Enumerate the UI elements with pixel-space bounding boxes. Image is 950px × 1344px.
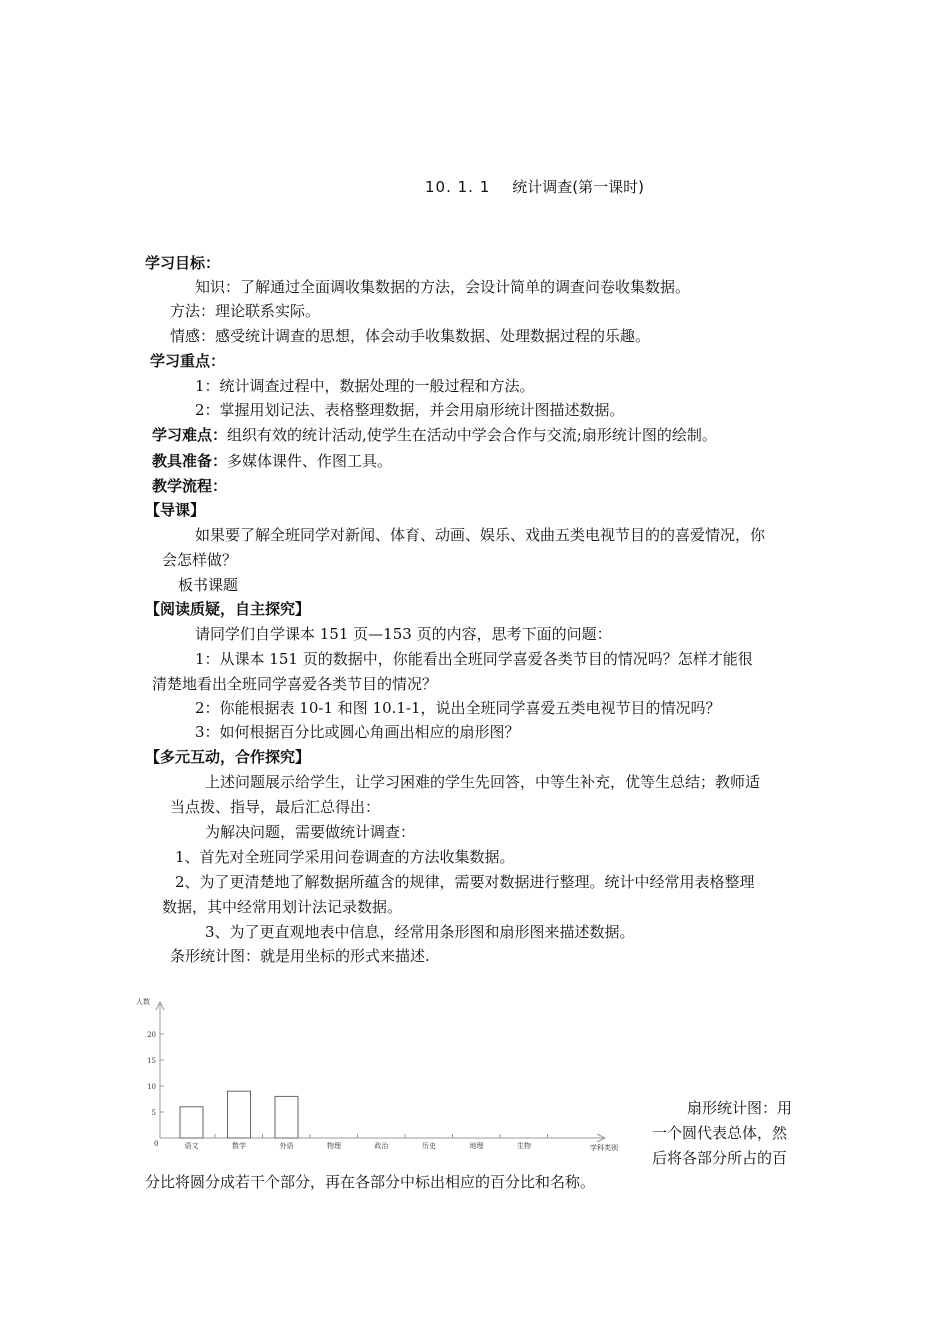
interact-heading: 【多元互动，合作探究】 bbox=[145, 748, 311, 766]
y-tick-label: 20 bbox=[147, 1031, 156, 1039]
interact-text-1a: 上述问题展示给学生，让学习困难的学生先回答，中等生补充，优等生总结；教师适 bbox=[205, 773, 761, 791]
y-tick-label: 15 bbox=[147, 1057, 156, 1065]
bar bbox=[275, 1096, 298, 1138]
focus-item-2: 2：掌握用划记法、表格整理数据，并会用扇形统计图描述数据。 bbox=[195, 401, 625, 419]
y-tick-label: 10 bbox=[147, 1083, 156, 1091]
title-number: 10. 1. 1 bbox=[425, 178, 491, 196]
intro-text-2: 会怎样做？ bbox=[162, 551, 238, 569]
bar-chart bbox=[130, 990, 620, 1160]
interact-text-1b: 当点拨、指导，最后汇总得出： bbox=[170, 798, 381, 816]
step-2a: 2、为了更清楚地了解数据所蕴含的规律，需要对数据进行整理。统计中经常用表格整理 bbox=[175, 873, 755, 891]
x-tick-label: 外语 bbox=[279, 1142, 294, 1150]
read-heading: 【阅读质疑，自主探究】 bbox=[145, 600, 311, 618]
x-tick-label: 政治 bbox=[374, 1142, 389, 1150]
step-3: 3、为了更直观地表中信息，经常用条形图和扇形图来描述数据。 bbox=[205, 923, 635, 941]
board-title: 板书课题 bbox=[178, 576, 239, 594]
tools-line bbox=[152, 450, 392, 472]
bar-chart-description: 条形统计图：就是用坐标的形式来描述. bbox=[170, 947, 430, 965]
step-1: 1、首先对全班同学采用问卷调查的方法收集数据。 bbox=[175, 848, 515, 866]
x-tick-label: 语文 bbox=[184, 1142, 199, 1150]
difficulty-line bbox=[152, 424, 717, 446]
read-text: 请同学们自学课本 151 页—153 页的内容，思考下面的问题： bbox=[195, 625, 612, 643]
goal-knowledge: 知识：了解通过全面调收集数据的方法，会设计简单的调查问卷收集数据。 bbox=[195, 278, 691, 296]
intro-text-1: 如果要了解全班同学对新闻、体育、动画、娱乐、戏曲五类电视节目的的喜爱情况，你 bbox=[195, 526, 766, 544]
x-tick-label: 生物 bbox=[517, 1142, 531, 1150]
origin-label: 0 bbox=[154, 1140, 159, 1148]
x-tick-label: 历史 bbox=[422, 1142, 436, 1150]
focus-heading: 学习重点： bbox=[150, 352, 226, 370]
y-axis-label: 人数 bbox=[136, 998, 150, 1006]
tools-heading: 教具准备： bbox=[152, 452, 228, 470]
question-1b: 清楚地看出全班同学喜爱各类节目的情况？ bbox=[152, 675, 438, 693]
x-axis-label: 学科类别 bbox=[590, 1144, 618, 1152]
pie-description-1: 扇形统计图：用 bbox=[687, 1099, 793, 1117]
x-tick-label: 物理 bbox=[327, 1142, 341, 1150]
intro-heading: 【导课】 bbox=[145, 501, 206, 519]
x-tick-label: 地理 bbox=[469, 1142, 484, 1150]
step-2b: 数据，其中经常用划计法记录数据。 bbox=[162, 898, 403, 916]
difficulty-text: 组织有效的统计活动,使学生在活动中学会合作与交流;扇形统计图的绘制。 bbox=[227, 426, 717, 444]
goal-emotion: 情感：感受统计调查的思想，体会动手收集数据、处理数据过程的乐趣。 bbox=[170, 327, 651, 345]
difficulty-heading: 学习难点： bbox=[152, 426, 228, 444]
title-text: 统计调查(第一课时) bbox=[512, 178, 644, 196]
bar bbox=[228, 1091, 251, 1138]
flow-heading: 教学流程： bbox=[152, 477, 228, 495]
x-tick-label: 数学 bbox=[232, 1142, 246, 1150]
question-2: 2：你能根据表 10-1 和图 10.1-1，说出全班同学喜爱五类电视节目的情况吗？ bbox=[195, 699, 721, 717]
question-1a: 1：从课本 151 页的数据中，你能看出全班同学喜爱各类节目的情况吗？怎样才能很 bbox=[195, 650, 753, 668]
tools-text: 多媒体课件、作图工具。 bbox=[227, 452, 393, 470]
solve-text: 为解决问题，需要做统计调查： bbox=[205, 823, 416, 841]
pie-description-4: 分比将圆分成若干个部分，再在各部分中标出相应的百分比和名称。 bbox=[145, 1173, 596, 1191]
goals-heading: 学习目标： bbox=[145, 254, 221, 272]
focus-item-1: 1：统计调查过程中，数据处理的一般过程和方法。 bbox=[195, 377, 535, 395]
goal-method: 方法：理论联系实际。 bbox=[170, 302, 321, 320]
pie-description-3: 后将各部分所占的百 bbox=[652, 1149, 788, 1167]
page-title bbox=[425, 176, 644, 197]
pie-description-2: 一个圆代表总体，然 bbox=[652, 1124, 788, 1142]
question-3: 3：如何根据百分比或圆心角画出相应的扇形图？ bbox=[195, 723, 520, 741]
y-tick-label: 5 bbox=[151, 1109, 156, 1117]
bar bbox=[180, 1107, 203, 1138]
